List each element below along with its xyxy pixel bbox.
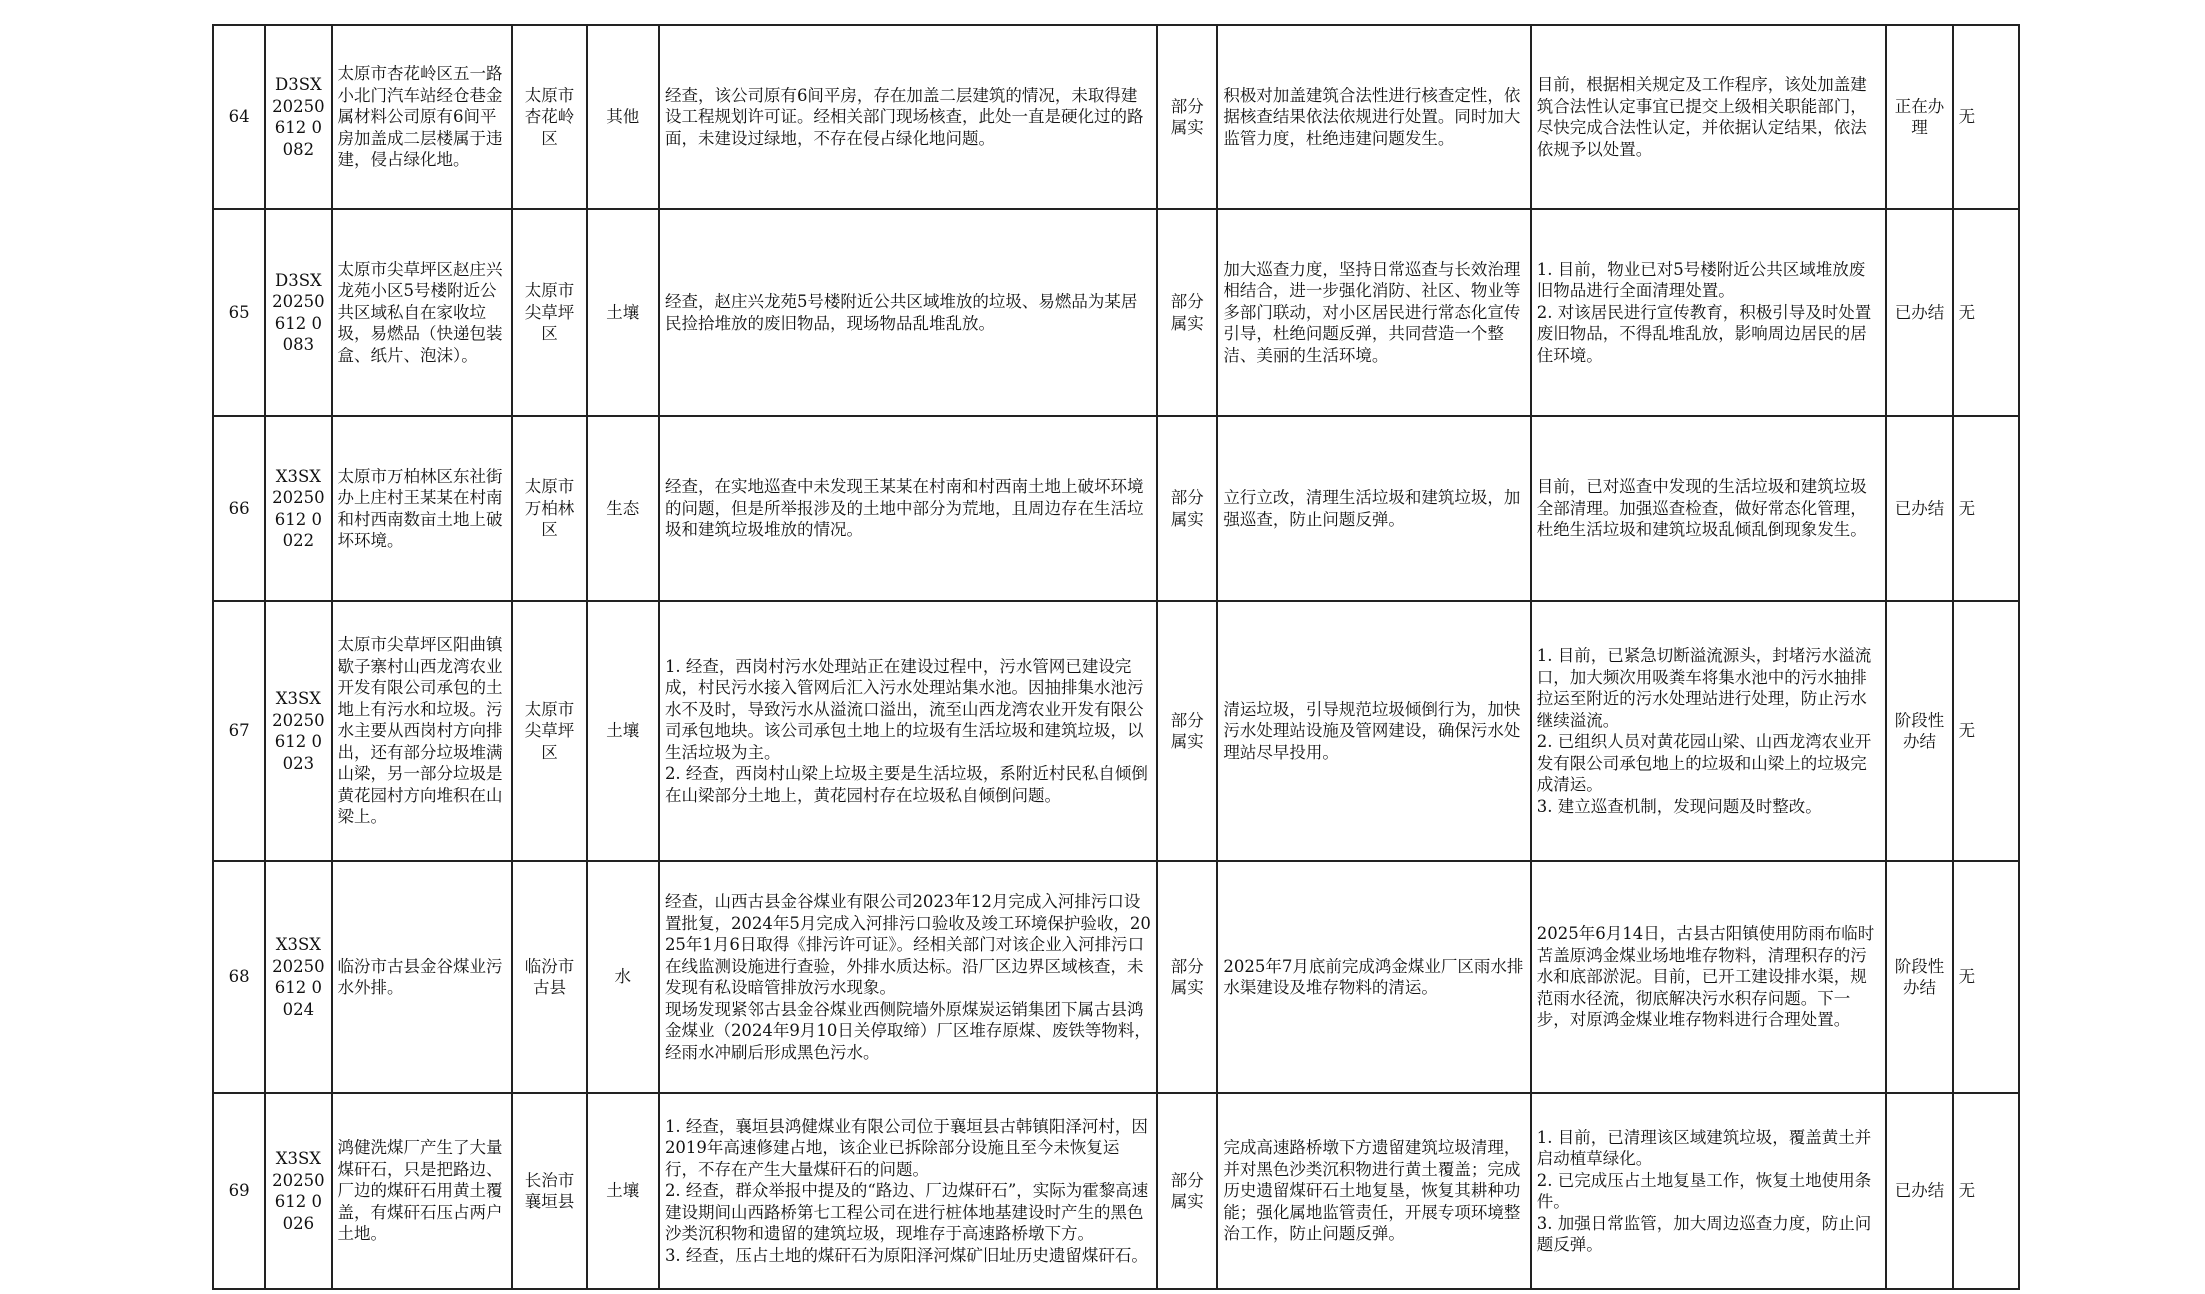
row-number: 67 — [213, 601, 265, 861]
verdict: 部分属实 — [1157, 25, 1217, 209]
rectification-progress: 1. 目前，物业已对5号楼附近公共区域堆放废旧物品进行全面清理处置。 2. 对该居民进行宣传教育，积极引导及时处置废旧物品，不得乱堆乱放，影响周边居民的居住环境。 — [1531, 209, 1887, 416]
table-row — [213, 861, 2019, 1093]
complaint-content: 太原市万柏林区东社街办上庄村王某某在村南和村西南数亩土地上破坏环境。 — [332, 416, 513, 601]
row-number: 68 — [213, 861, 265, 1093]
rectification-measures: 2025年7月底前完成鸿金煤业厂区雨水排水渠建设及堆存物料的清运。 — [1217, 861, 1530, 1093]
row-number: 64 — [213, 25, 265, 209]
investigation-finding: 1. 经查，襄垣县鸿健煤业有限公司位于襄垣县古韩镇阳泽河村，因2019年高速修建占地，该企业已拆除部分设施且至今未恢复运行，不存在产生大量煤矸石的问题。 2. 经查，群众举报中提及的“路边、厂边煤矸石”，实际为霍黎高速建设期间山西路桥第七工程公司在进行桩体地基建设时产生的黑色沙类沉积物和遗留的建筑垃圾，现堆存于高速路桥墩下方。 3. 经查，压占土地的煤矸石为原阳泽河煤矿旧址历史遗留煤矸石。 — [659, 1093, 1157, 1289]
pollution-type: 土壤 — [587, 601, 659, 861]
status: 正在办理 — [1886, 25, 1952, 209]
complaint-content: 临汾市古县金谷煤业污水外排。 — [332, 861, 513, 1093]
accountability: 无 — [1953, 1093, 2019, 1289]
status: 阶段性办结 — [1886, 861, 1952, 1093]
verdict: 部分属实 — [1157, 209, 1217, 416]
case-code: X3SX20250612 0024 — [265, 861, 331, 1093]
rectification-progress: 目前，已对巡查中发现的生活垃圾和建筑垃圾全部清理。加强巡查检查，做好常态化管理，杜绝生活垃圾和建筑垃圾乱倾乱倒现象发生。 — [1531, 416, 1887, 601]
accountability: 无 — [1953, 601, 2019, 861]
rectification-progress: 目前，根据相关规定及工作程序，该处加盖建筑合法性认定事宜已提交上级相关职能部门，尽快完成合法性认定，并依据认定结果，依法依规予以处置。 — [1531, 25, 1887, 209]
table-body — [213, 25, 2019, 1289]
table-row — [213, 209, 2019, 416]
status: 已办结 — [1886, 416, 1952, 601]
status: 阶段性办结 — [1886, 601, 1952, 861]
region: 太原市万柏林区 — [512, 416, 586, 601]
investigation-finding: 1. 经查，西岗村污水处理站正在建设过程中，污水管网已建设完成，村民污水接入管网后汇入污水处理站集水池。因抽排集水池污水不及时，导致污水从溢流口溢出，流至山西龙湾农业开发有限公司承包地块。该公司承包土地上的垃圾有生活垃圾和建筑垃圾，以生活垃圾为主。 2. 经查，西岗村山梁上垃圾主要是生活垃圾，系附近村民私自倾倒在山梁部分土地上，黄花园村存在垃圾私自倾倒问题。 — [659, 601, 1157, 861]
accountability: 无 — [1953, 416, 2019, 601]
region: 太原市尖草坪区 — [512, 209, 586, 416]
status: 已办结 — [1886, 1093, 1952, 1289]
row-number: 65 — [213, 209, 265, 416]
rectification-measures: 加大巡查力度，坚持日常巡查与长效治理相结合，进一步强化消防、社区、物业等多部门联动，对小区居民进行常态化宣传引导，杜绝问题反弹，共同营造一个整洁、美丽的生活环境。 — [1217, 209, 1530, 416]
complaint-content: 太原市尖草坪区阳曲镇歇子寨村山西龙湾农业开发有限公司承包的土地上有污水和垃圾。污水主要从西岗村方向排出，还有部分垃圾堆满山梁，另一部分垃圾是黄花园村方向堆积在山梁上。 — [332, 601, 513, 861]
case-code: X3SX20250612 0023 — [265, 601, 331, 861]
investigation-finding: 经查，在实地巡查中未发现王某某在村南和村西南土地上破坏环境的问题，但是所举报涉及的土地中部分为荒地，且周边存在生活垃圾和建筑垃圾堆放的情况。 — [659, 416, 1157, 601]
accountability: 无 — [1953, 861, 2019, 1093]
rectification-progress: 1. 目前，已清理该区域建筑垃圾，覆盖黄土并启动植草绿化。 2. 已完成压占土地复垦工作，恢复土地使用条件。 3. 加强日常监管，加大周边巡查力度，防止问题反弹。 — [1531, 1093, 1887, 1289]
region: 太原市尖草坪区 — [512, 601, 586, 861]
rectification-measures: 清运垃圾，引导规范垃圾倾倒行为，加快污水处理站设施及管网建设，确保污水处理站尽早投用。 — [1217, 601, 1530, 861]
pollution-type: 其他 — [587, 25, 659, 209]
accountability: 无 — [1953, 25, 2019, 209]
table-row — [213, 25, 2019, 209]
region: 临汾市古县 — [512, 861, 586, 1093]
pollution-type: 土壤 — [587, 209, 659, 416]
investigation-finding: 经查，该公司原有6间平房，存在加盖二层建筑的情况，未取得建设工程规划许可证。经相关部门现场核查，此处一直是硬化过的路面，未建设过绿地，不存在侵占绿化地问题。 — [659, 25, 1157, 209]
rectification-measures: 立行立改，清理生活垃圾和建筑垃圾，加强巡查，防止问题反弹。 — [1217, 416, 1530, 601]
rectification-progress: 1. 目前，已紧急切断溢流源头，封堵污水溢流口，加大频次用吸粪车将集水池中的污水抽排拉运至附近的污水处理站进行处理，防止污水继续溢流。 2. 已组织人员对黄花园山梁、山西龙湾农业开发有限公司承包地上的垃圾和山梁上的垃圾完成清运。 3. 建立巡查机制，发现问题及时整改。 — [1531, 601, 1887, 861]
complaint-content: 太原市尖草坪区赵庄兴龙苑小区5号楼附近公共区域私自在家收垃圾，易燃品（快递包装盒、纸片、泡沫）。 — [332, 209, 513, 416]
petition-table — [212, 24, 2020, 1290]
complaint-content: 鸿健洗煤厂产生了大量煤矸石，只是把路边、厂边的煤矸石用黄土覆盖，有煤矸石压占两户土地。 — [332, 1093, 513, 1289]
complaint-content: 太原市杏花岭区五一路小北门汽车站经仓巷金属材料公司原有6间平房加盖成二层楼属于违建，侵占绿化地。 — [332, 25, 513, 209]
status: 已办结 — [1886, 209, 1952, 416]
pollution-type: 生态 — [587, 416, 659, 601]
table-row — [213, 1093, 2019, 1289]
rectification-measures: 完成高速路桥墩下方遗留建筑垃圾清理，并对黑色沙类沉积物进行黄土覆盖；完成历史遗留煤矸石土地复垦，恢复其耕种功能；强化属地监管责任，开展专项环境整治工作，防止问题反弹。 — [1217, 1093, 1530, 1289]
case-code: X3SX20250612 0026 — [265, 1093, 331, 1289]
pollution-type: 土壤 — [587, 1093, 659, 1289]
investigation-finding: 经查，赵庄兴龙苑5号楼附近公共区域堆放的垃圾、易燃品为某居民捡拾堆放的废旧物品，现场物品乱堆乱放。 — [659, 209, 1157, 416]
pollution-type: 水 — [587, 861, 659, 1093]
region: 太原市杏花岭区 — [512, 25, 586, 209]
verdict: 部分属实 — [1157, 416, 1217, 601]
row-number: 69 — [213, 1093, 265, 1289]
verdict: 部分属实 — [1157, 861, 1217, 1093]
case-code: D3SX20250612 0082 — [265, 25, 331, 209]
verdict: 部分属实 — [1157, 601, 1217, 861]
row-number: 66 — [213, 416, 265, 601]
case-code: X3SX20250612 0022 — [265, 416, 331, 601]
table-row — [213, 416, 2019, 601]
verdict: 部分属实 — [1157, 1093, 1217, 1289]
region: 长治市襄垣县 — [512, 1093, 586, 1289]
table-row — [213, 601, 2019, 861]
case-code: D3SX20250612 0083 — [265, 209, 331, 416]
rectification-progress: 2025年6月14日，古县古阳镇使用防雨布临时苫盖原鸿金煤业场地堆存物料，清理积存的污水和底部淤泥。目前，已开工建设排水渠，规范雨水径流，彻底解决污水积存问题。下一步，对原鸿金煤业堆存物料进行合理处置。 — [1531, 861, 1887, 1093]
accountability: 无 — [1953, 209, 2019, 416]
rectification-measures: 积极对加盖建筑合法性进行核查定性，依据核查结果依法依规进行处置。同时加大监管力度，杜绝违建问题发生。 — [1217, 25, 1530, 209]
investigation-finding: 经查，山西古县金谷煤业有限公司2023年12月完成入河排污口设置批复，2024年5月完成入河排污口验收及竣工环境保护验收，2025年1月6日取得《排污许可证》。经相关部门对该企业入河排污口在线监测设施进行查验，外排水质达标。沿厂区边界区域核查，未发现有私设暗管排放污水现象。 现场发现紧邻古县金谷煤业西侧院墙外原煤炭运销集团下属古县鸿金煤业（2024年9月10日关停取缔）厂区堆存原煤、废铁等物料，经雨水冲刷后形成黑色污水。 — [659, 861, 1157, 1093]
